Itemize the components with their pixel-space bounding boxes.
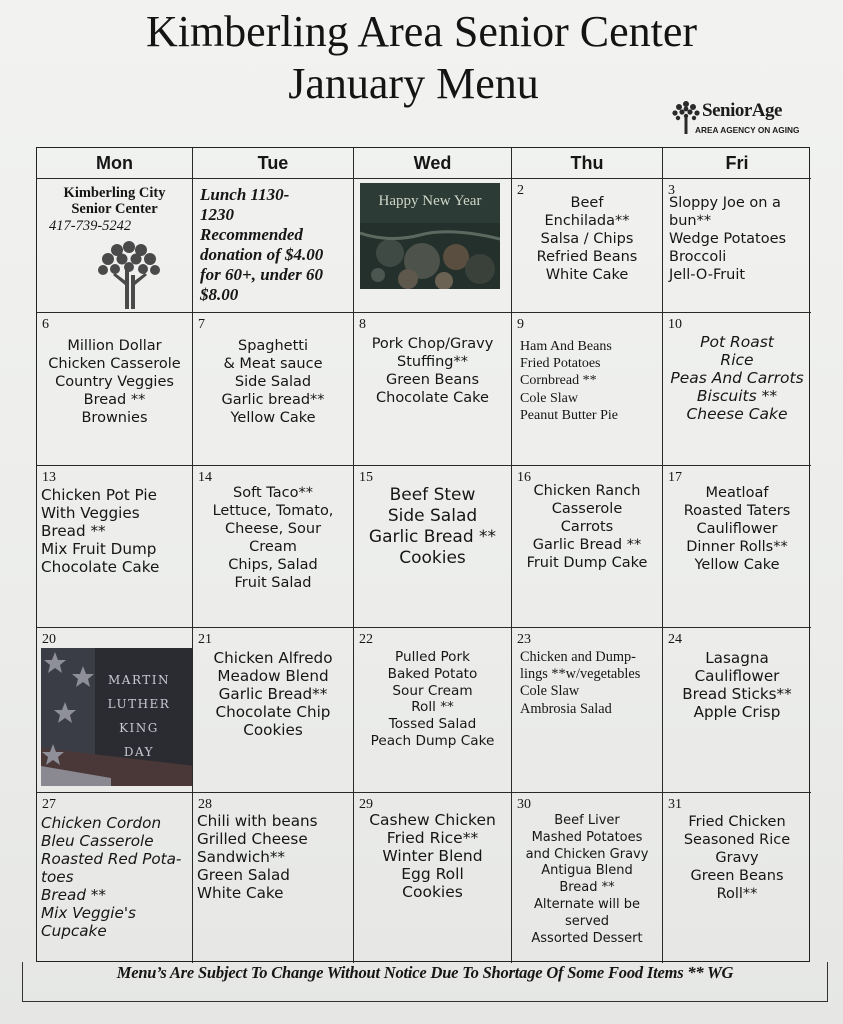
menu-text: Chicken Pot Pie With Veggies Bread ** Mix Fruit Dump Chocolate Cake: [41, 486, 160, 576]
menu-text: Soft Taco** Lettuce, Tomato, Cheese, Sour Cream Chips, Salad Fruit Salad: [212, 485, 334, 591]
logo-name: SeniorAge: [702, 100, 782, 121]
menu-disclaimer: Menu’s Are Subject To Change Without Notice Due To Shortage Of Some Food Items ** WG: [22, 962, 828, 1002]
mlk-text-3: KING: [119, 721, 159, 735]
day-cell-30: [512, 793, 663, 963]
day-number: 8: [359, 317, 366, 332]
day-cell-29: [354, 793, 512, 963]
day-cell-2: [512, 179, 663, 313]
day-header-wed: Wed: [354, 148, 512, 179]
day-cell-3: [663, 179, 811, 313]
day-cell-22: [354, 628, 512, 793]
new-year-cell: [354, 179, 512, 313]
day-number: 3: [668, 183, 675, 198]
day-cell-15: [354, 466, 512, 628]
menu-text: Beef Liver Mashed Potatoes and Chicken Gravy Antigua Blend Bread ** Alternate will be served Assorted Dessert: [525, 813, 649, 946]
day-cell-10: [663, 313, 811, 466]
day-number: 15: [359, 470, 373, 485]
day-cell-8: [354, 313, 512, 466]
day-number: 22: [359, 632, 373, 647]
day-cell-6: [37, 313, 193, 466]
day-number: 13: [42, 470, 56, 485]
menu-text: Spaghetti & Meat sauce Side Salad Garlic bread** Yellow Cake: [221, 338, 325, 426]
lunch-info-cell: [193, 179, 354, 313]
day-cell-14: [193, 466, 354, 628]
day-header-tue: Tue: [193, 148, 354, 179]
day-header-mon: Mon: [37, 148, 193, 179]
mlk-text-2: LUTHER: [107, 697, 171, 711]
day-number: 24: [668, 632, 682, 647]
day-cell-21: [193, 628, 354, 793]
new-year-text: Happy New Year: [378, 193, 482, 209]
day-number: 28: [198, 797, 212, 812]
day-number: 23: [517, 632, 531, 647]
menu-text: Ham And Beans Fried Potatoes Cornbread ** Cole Slaw Peanut Butter Pie: [520, 339, 618, 423]
day-cell-13: [37, 466, 193, 628]
menu-text: Pork Chop/Gravy Stuffing** Green Beans Chocolate Cake: [371, 336, 494, 406]
center-info-cell: [37, 179, 193, 313]
menu-text: Sloppy Joe on a bun** Wedge Potatoes Broccoli Jell-O-Fruit: [669, 195, 787, 283]
page-title: Kimberling Area Senior Center: [145, 7, 698, 56]
menu-text: Chicken Ranch Casserole Carrots Garlic Bread ** Fruit Dump Cake: [526, 483, 648, 571]
day-number: 7: [198, 317, 205, 332]
menu-text: Million Dollar Chicken Casserole Country Veggies Bread ** Brownies: [48, 338, 181, 426]
day-number: 16: [517, 470, 531, 485]
menu-text: Lasagna Cauliflower Bread Sticks** Apple Crisp: [682, 649, 792, 721]
day-number: 10: [668, 317, 682, 332]
day-cell-24: [663, 628, 811, 793]
day-cell-31: [663, 793, 811, 963]
day-number: 9: [517, 317, 524, 332]
day-cell-17: [663, 466, 811, 628]
day-number: 6: [42, 317, 49, 332]
day-header-thu: Thu: [512, 148, 663, 179]
menu-text: Chicken Alfredo Meadow Blend Garlic Bread** Chocolate Chip Cookies: [213, 649, 333, 739]
center-phone: 417-739-5242: [49, 218, 132, 234]
logo-subtitle: AREA AGENCY ON AGING: [695, 125, 800, 135]
day-number: 31: [668, 797, 682, 812]
mlk-text-1: MARTIN: [107, 673, 171, 687]
mlk-text-4: DAY: [123, 745, 155, 759]
day-number: 14: [198, 470, 212, 485]
senior-age-logo: [668, 96, 813, 142]
menu-text: Pulled Pork Baked Potato Sour Cream Roll ** Tossed Salad Peach Dump Cake: [370, 649, 495, 749]
menu-text: Beef Enchilada** Salsa / Chips Refried Beans White Cake: [536, 195, 638, 283]
menu-calendar: [36, 147, 810, 962]
lunch-info-text: Lunch 1130- 1230 Recommended donation of $4.00 for 60+, under 60 $8.00: [200, 185, 324, 304]
menu-text: Chicken and Dump- lings **w/vegetables Cole Slaw Ambrosia Salad: [520, 649, 641, 717]
mlk-day-image: [41, 648, 193, 786]
day-cell-20: [37, 628, 193, 793]
day-cell-23: [512, 628, 663, 793]
menu-text: Beef Stew Side Salad Garlic Bread ** Cookies: [368, 485, 497, 568]
page-subtitle: January Menu: [288, 59, 539, 108]
menu-text: Meatloaf Roasted Taters Cauliflower Dinner Rolls** Yellow Cake: [683, 485, 791, 573]
day-cell-7: [193, 313, 354, 466]
day-cell-9: [512, 313, 663, 466]
menu-text: Fried Chicken Seasoned Rice Gravy Green Beans Roll**: [683, 814, 791, 902]
menu-text: Chicken Cordon Bleu Casserole Roasted Red Pota- toes Bread ** Mix Veggie's Cupcake: [41, 814, 182, 940]
center-name: Kimberling City Senior Center: [63, 185, 166, 217]
day-cell-28: [193, 793, 354, 963]
happy-new-year-image: [360, 183, 500, 289]
day-cell-27: [37, 793, 193, 963]
menu-text: Cashew Chicken Fried Rice** Winter Blend Egg Roll Cookies: [369, 811, 496, 901]
day-header-fri: Fri: [663, 148, 811, 179]
menu-text: Pot Roast Rice Peas And Carrots Biscuits ** Cheese Cake: [670, 333, 804, 423]
tree-icon: [91, 235, 167, 311]
day-number: 27: [42, 797, 56, 812]
day-number: 20: [42, 632, 56, 647]
day-number: 30: [517, 797, 531, 812]
day-number: 29: [359, 797, 373, 812]
day-number: 21: [198, 632, 212, 647]
day-cell-16: [512, 466, 663, 628]
day-number: 17: [668, 470, 682, 485]
menu-text: Chili with beans Grilled Cheese Sandwich** Green Salad White Cake: [197, 812, 318, 902]
day-number: 2: [517, 183, 524, 198]
